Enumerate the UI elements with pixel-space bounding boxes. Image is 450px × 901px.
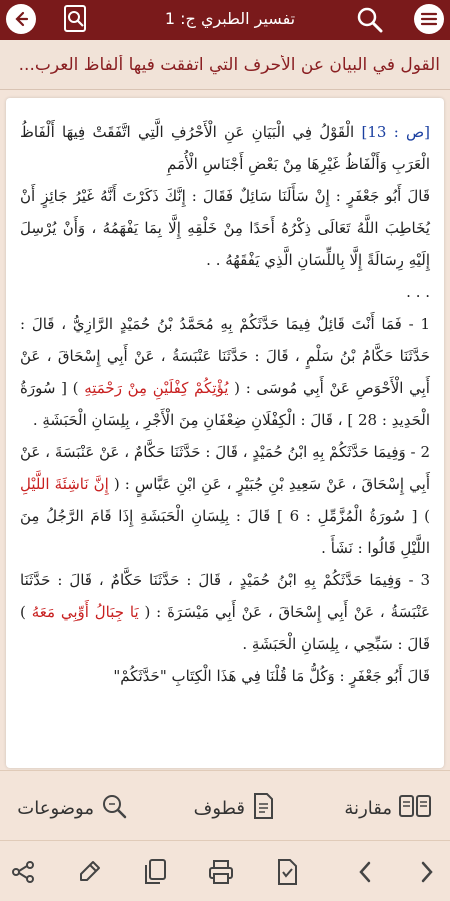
menu-icon[interactable] — [414, 4, 444, 34]
chapter-heading: القول في البيان عن الأحرف التي اتفقت فيها ألفاظ العرب... — [18, 54, 440, 75]
hadith-text: 1 - فَمَا أَنْتَ قَائِلٌ فِيمَا حَدَّثَكُمْ بِهِ مُحَمَّدُ بْنُ حُمَيْدٍ الرَّازِيُّ ، قَالَ : حَدَّثَنَا حَكَّامُ بْنُ سَلْمٍ ، قَالَ : حَدَّثَنَا عَنْبَسَةُ ، عَنْ أَبِي إِسْحَاقَ ، عَنْ أَبِي الْأَحْوَصِ عَنْ أَبِي مُوسَى : ( — [20, 315, 430, 397]
tab-label: موضوعات — [17, 797, 94, 819]
hadith-text: ) [ سُورَةُ الْحَدِيدِ : 28 ] ، قَالَ : الْكِفْلَانِ ضِعْفَانِ مِنَ الْأَجْرِ ، بِلِسَانِ الْحَبَشَةِ . — [20, 379, 430, 429]
text-page[interactable] — [6, 98, 444, 768]
tab-compare[interactable] — [344, 793, 432, 823]
bottom-toolbar — [0, 840, 450, 901]
compare-icon — [398, 793, 432, 824]
book-title: تفسير الطبري ج: 1 — [164, 9, 296, 28]
paragraph: قَالَ أَبُو جَعْفَرٍ : إِنْ سَأَلَنَا سَائِلٌ فَقَالَ : إِنَّكَ ذَكَرْتَ أَنَّهُ غَيْرُ جَائِزٍ أَنْ يُخَاطِبَ اللَّهُ تَعَالَى ذِكْرُهُ أَحَدًا مِنْ خَلْقِهِ إِلَّا بِمَا يَفْهَمُهُ ، وَأَنْ يُرْسِلَ إِلَيْهِ رِسَالَةً إِلَّا بِاللِّسَانِ الَّذِي يَفْقَهُهُ . . — [20, 187, 430, 269]
search-icon[interactable] — [355, 5, 385, 35]
hadith-text: ) [ سُورَةُ الْمُزَّمِّلِ : 6 ] قَالَ : بِلِسَانِ الْحَبَشَةِ إِذَا قَامَ الرَّجُلُ مِنَ اللَّيْلِ قَالُوا : نَشَأَ . — [20, 507, 430, 557]
hadith-text: ) قَالَ : سَبِّحِي ، بِلِسَانِ الْحَبَشَةِ . — [20, 603, 430, 653]
hadith-text: 3 - وَفِيمَا حَدَّثَكُمْ بِهِ ابْنُ حُمَيْدٍ ، قَالَ : حَدَّثَنَا حَكَّامٌ ، قَالَ : حَدَّثَنَا عَنْبَسَةُ ، عَنْ أَبِي إِسْحَاقَ ، عَنْ أَبِي مَيْسَرَةَ : ( — [20, 571, 430, 621]
chapter-heading-bar[interactable] — [0, 40, 450, 90]
highlight-icon[interactable] — [72, 855, 106, 889]
share-icon[interactable] — [6, 855, 40, 889]
bottom-tabs — [0, 770, 450, 841]
print-icon[interactable] — [204, 855, 238, 889]
tab-topics[interactable] — [17, 793, 128, 823]
back-arrow-icon[interactable] — [6, 4, 36, 34]
search-page-icon[interactable] — [62, 4, 90, 34]
prev-icon[interactable] — [348, 855, 382, 889]
next-icon[interactable] — [410, 855, 444, 889]
quran-verse[interactable]: إِنَّ نَاشِئَةَ اللَّيْلِ — [20, 475, 109, 493]
paragraph: قَالَ أَبُو جَعْفَرٍ : وَكُلُّ مَا قُلْنَا فِي هَذَا الْكِتَابِ "حَدَّثَكُمْ" — [113, 667, 430, 685]
ellipsis: . . . — [406, 283, 430, 301]
page-reference: [ص : 13] — [361, 123, 430, 141]
quran-verse[interactable]: يُؤْتِكُمْ كِفْلَيْنِ مِنْ رَحْمَتِهِ — [84, 379, 229, 397]
hadith-text: 2 - وَفِيمَا حَدَّثَكُمْ بِهِ ابْنُ حُمَيْدٍ ، قَالَ : حَدَّثَنَا حَكَّامٌ ، عَنْ عَنْبَسَةَ ، عَنْ أَبِي إِسْحَاقَ ، عَنْ سَعِيدِ بْنِ جُبَيْرٍ ، عَنِ ابْنِ عَبَّاسٍ : ( — [20, 443, 430, 493]
top-app-bar — [0, 0, 450, 40]
snippet-icon — [251, 792, 275, 825]
heading-paragraph: الْقَوْلُ فِي الْبَيَانِ عَنِ الْأَحْرُفِ الَّتِي اتَّفَقَتْ فِيهَا أَلْفَاظُ الْعَرَبِ وَأَلْفَاظُ غَيْرِهَا مِنْ بَعْضِ أَجْنَاسِ الْأُمَمِ — [20, 123, 430, 173]
topics-search-icon — [100, 792, 128, 825]
copy-icon[interactable] — [138, 855, 172, 889]
tab-label: مقارنة — [344, 797, 392, 819]
tab-label: قطوف — [193, 797, 245, 819]
reading-area[interactable] — [0, 90, 450, 770]
page-icon[interactable] — [270, 855, 304, 889]
tab-snippets[interactable] — [194, 793, 275, 823]
quran-verse[interactable]: يَا جِبَالُ أَوِّبِي مَعَهُ — [31, 603, 139, 621]
